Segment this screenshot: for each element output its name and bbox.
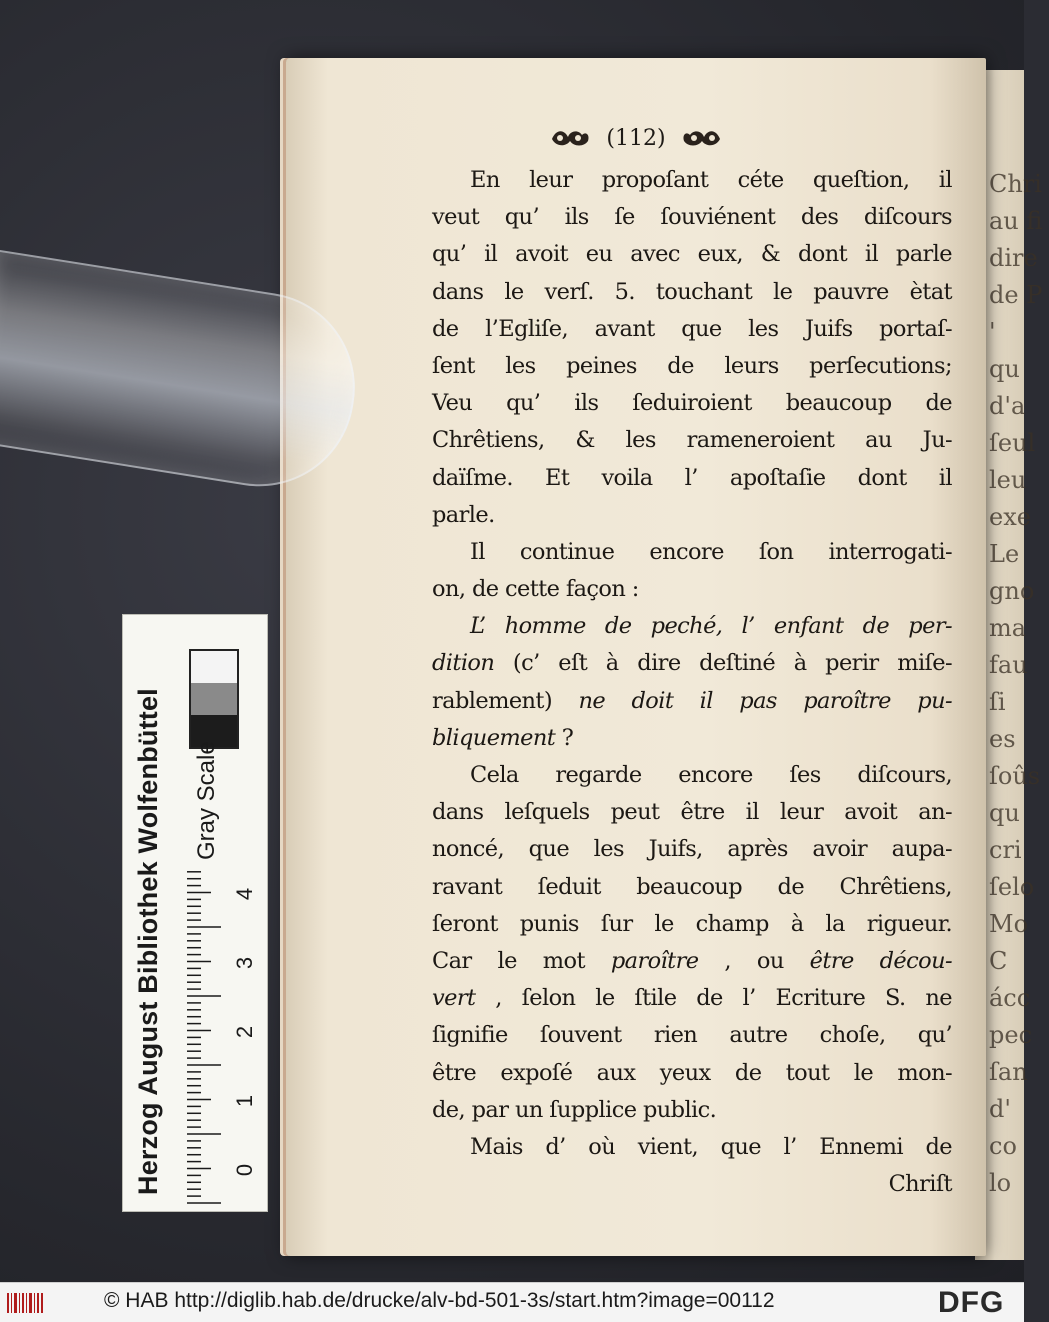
- next-page-fragment: ſelo: [989, 873, 1035, 901]
- ruler-number: 2: [232, 1025, 258, 1039]
- next-page-fragment: au fi: [989, 207, 1043, 235]
- text-line: parle.: [432, 501, 495, 528]
- next-page-fragment: ': [989, 318, 996, 346]
- text-line: on, de cette façon :: [432, 576, 639, 603]
- ruler-number: 1: [232, 1094, 258, 1108]
- text-line: de, par un ſupplice public.: [432, 1096, 717, 1123]
- roman-span: , ſelon le ſtile de l’ Ecriture S. ne: [475, 985, 952, 1012]
- text-line: ſignifie ſouvent rien autre choſe, qu’: [432, 1022, 952, 1049]
- text-line: ſeront punis ſur le champ à la rigueur.: [432, 910, 952, 937]
- text-line: veut qu’ ils ſe ſouviénent des diſcours: [432, 204, 952, 231]
- next-page-fragment: ácc: [989, 984, 1031, 1012]
- text-line: [432, 720, 952, 757]
- next-page-fragment: ma: [989, 614, 1027, 642]
- copyright-url[interactable]: © HAB http://diglib.hab.de/drucke/alv-bd-501-3s/start.htm?image=00112: [104, 1289, 775, 1312]
- text-line: daïſme. Et voila l’ apoſtaſie dont il: [432, 464, 952, 491]
- barcode-icon: [6, 1291, 44, 1315]
- swatch-white: [191, 651, 237, 683]
- next-page-fragment: Mo: [989, 910, 1029, 938]
- next-page-fragment: qu: [989, 355, 1020, 383]
- text-line: Mais d’ où vient, que l’ Ennemi de: [470, 1133, 952, 1160]
- text-line: ſent les peines de leurs perſecutions;: [432, 352, 952, 379]
- next-page-fragment: cri: [989, 836, 1022, 864]
- next-page-fragment: exe: [989, 503, 1031, 531]
- text-line: être expoſé aux yeux de tout le mon-: [432, 1059, 952, 1086]
- next-page-fragment: d': [989, 1095, 1011, 1123]
- next-page-fragment: es: [989, 725, 1016, 753]
- page-body-text: [432, 162, 952, 1203]
- text-line: qu’ il avoit eu avec eux, & dont il parle: [432, 241, 952, 268]
- book-page: [286, 58, 986, 1256]
- text-line: Il continue encore ſon interrogati-: [470, 538, 952, 565]
- text-line: ravant ſeduit beaucoup de Chrêtiens,: [432, 873, 952, 900]
- text-line: [432, 683, 952, 720]
- italic-span: bliquement: [432, 724, 556, 751]
- left-ornament-icon: [548, 125, 592, 151]
- page-number: (112): [606, 125, 666, 151]
- italic-span: ne doit il pas paroître pu-: [578, 687, 952, 714]
- ruler-number: 3: [232, 956, 258, 970]
- next-page-fragment: C: [989, 947, 1008, 975]
- next-page-fragment: fau: [989, 651, 1028, 679]
- swatch-gray: [191, 683, 237, 715]
- ruler-number: 4: [232, 887, 258, 901]
- gray-scale-label: Gray Scale: [193, 741, 220, 860]
- footer-bar: [0, 1282, 1024, 1322]
- next-page-fragment: ſan: [989, 1058, 1028, 1086]
- italic-span: être décou-: [809, 947, 952, 974]
- next-page-fragment: pec: [989, 1021, 1033, 1049]
- page-header: [286, 118, 986, 158]
- italic-span: vert: [432, 985, 476, 1012]
- ruler-number: 0: [232, 1163, 258, 1177]
- italic-span: dition: [432, 650, 495, 677]
- next-page-fragment: ſoûs: [989, 762, 1041, 790]
- roman-span: rablement): [432, 687, 579, 714]
- text-line: Veu qu’ ils ſeduiroient beaucoup de: [432, 390, 952, 417]
- text-line: [432, 943, 952, 980]
- roman-span: (c’ eſt à dire deſtiné à perir miſe-: [494, 650, 952, 677]
- roman-span: ?: [555, 724, 574, 751]
- next-page-fragment: de P: [989, 281, 1043, 309]
- institution-label: Herzog August Bibliothek Wolfenbüttel: [133, 688, 163, 1195]
- next-page-fragment: lo: [989, 1169, 1012, 1197]
- dfg-logo: DFG: [938, 1286, 1005, 1319]
- next-page-fragment: co: [989, 1132, 1017, 1160]
- catchword: Chriſt: [888, 1171, 952, 1198]
- text-line: dans leſquels peut être il leur avoit an-: [432, 799, 952, 826]
- roman-span: Car le mot: [432, 947, 611, 974]
- next-page-fragment: ſeul: [989, 429, 1036, 457]
- text-line: L’ homme de peché, l’ enfant de per-: [470, 613, 952, 640]
- text-line: [432, 645, 952, 682]
- next-page-fragment: leu: [989, 466, 1027, 494]
- color-scale-card: [122, 614, 268, 1212]
- text-line: Cela regarde encore ſes diſcours,: [470, 762, 952, 788]
- text-line: En leur propoſant céte queſtion, il: [470, 167, 952, 193]
- text-line: noncé, que les Juifs, après avoir aupa-: [432, 836, 952, 863]
- next-page-fragment: qu: [989, 799, 1020, 827]
- next-page-fragment: d'a: [989, 392, 1026, 420]
- roman-span: , ou: [698, 947, 810, 974]
- right-ornament-icon: [680, 125, 724, 151]
- italic-span: paroître: [610, 947, 699, 974]
- next-page-fragment: gno: [989, 577, 1035, 605]
- next-page-fragment: ſi: [989, 688, 1006, 716]
- next-page-fragment: Chri: [989, 170, 1042, 198]
- next-page-fragment: Le: [989, 540, 1020, 568]
- text-line: de l’Egliſe, avant que les Juifs portaſ-: [432, 315, 952, 342]
- text-line: [432, 980, 952, 1017]
- text-line: Chrêtiens, & les rameneroient au Ju-: [432, 427, 952, 454]
- text-line: dans le verſ. 5. touchant le pauvre ètat: [432, 278, 952, 305]
- next-page-fragment: dire: [989, 244, 1038, 272]
